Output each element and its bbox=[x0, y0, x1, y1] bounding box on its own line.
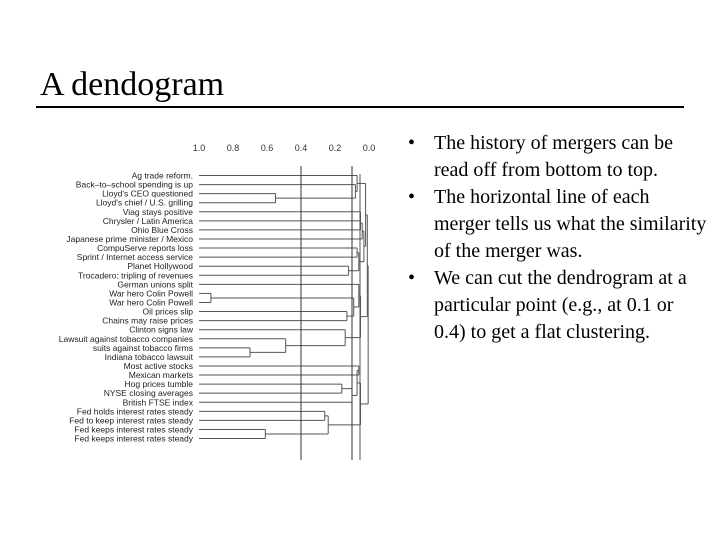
leaf-label: Fed holds interest rates steady bbox=[76, 406, 193, 417]
leaf-label: Oil prices slip bbox=[142, 306, 193, 317]
axis-tick-label: 0.6 bbox=[260, 143, 274, 153]
leaf-label: Planet Hollywood bbox=[127, 261, 193, 272]
leaf-label: German unions split bbox=[117, 279, 193, 290]
axis-tick-label: 0.4 bbox=[294, 143, 308, 153]
leaf-label: Fed keeps interest rates steady bbox=[74, 433, 193, 444]
bullet-text: The horizontal line of each merger tells us what the similarity of the merger was. bbox=[434, 186, 707, 262]
leaf-label: Chrysler / Latin America bbox=[102, 215, 193, 226]
leaf-label: Ag trade reform. bbox=[131, 170, 193, 181]
leaf-label: War hero Colin Powell bbox=[109, 297, 193, 308]
axis-tick-label: 0.8 bbox=[226, 143, 240, 153]
leaf-label: British FTSE index bbox=[122, 397, 193, 408]
leaf-label: NYSE closing averages bbox=[103, 388, 193, 399]
leaf-label: CompuServe reports loss bbox=[97, 243, 193, 254]
leaf-label: Clinton signs law bbox=[129, 324, 193, 335]
leaf-label: Lloyd's CEO questioned bbox=[102, 188, 193, 199]
leaf-label: Hog prices tumble bbox=[124, 379, 193, 390]
axis-tick-label: 1.0 bbox=[192, 143, 206, 153]
leaf-label: Mexican markets bbox=[128, 370, 193, 381]
axis-tick-label: 0.2 bbox=[328, 143, 342, 153]
leaf-label: Lawsuit against tobacco companies bbox=[58, 333, 193, 344]
leaf-label: Sprint / Internet access service bbox=[76, 252, 193, 263]
slide-title: A dendogram bbox=[40, 66, 225, 103]
axis-tick-label: 0.0 bbox=[362, 143, 376, 153]
leaf-label: Indiana tobacco lawsuit bbox=[104, 351, 193, 362]
leaf-label: Most active stocks bbox=[123, 360, 193, 371]
leaf-label: Fed keeps interest rates steady bbox=[74, 424, 193, 435]
leaf-label: Fed to keep interest rates steady bbox=[69, 415, 193, 426]
bullet-dot: • bbox=[408, 186, 416, 208]
bullet-dot: • bbox=[408, 267, 416, 289]
leaf-label: Ohio Blue Cross bbox=[131, 224, 193, 235]
bullet-item bbox=[408, 130, 708, 184]
bullet-text: We can cut the dendrogram at a particular point (e.g., at 0.1 or 0.4) to get a flat clustering. bbox=[434, 267, 687, 343]
leaf-label: Back–to–school spending is up bbox=[75, 179, 193, 190]
leaf-label: Chains may raise prices bbox=[102, 315, 193, 326]
bullet-text: The history of mergers can be read off from bottom to top. bbox=[434, 132, 673, 181]
leaf-label: Viag stays positive bbox=[122, 206, 193, 217]
leaf-label: War hero Colin Powell bbox=[109, 288, 193, 299]
leaf-label: suits against tobacco firms bbox=[92, 342, 193, 353]
bullet-dot: • bbox=[408, 132, 416, 154]
bullet-item bbox=[408, 265, 708, 346]
leaf-label: Lloyd's chief / U.S. grilling bbox=[95, 197, 193, 208]
bullet-list bbox=[408, 130, 708, 346]
bullet-item bbox=[408, 184, 708, 265]
leaf-label: Japanese prime minister / Mexico bbox=[66, 233, 193, 244]
leaf-label: Trocadero: tripling of revenues bbox=[78, 270, 193, 281]
